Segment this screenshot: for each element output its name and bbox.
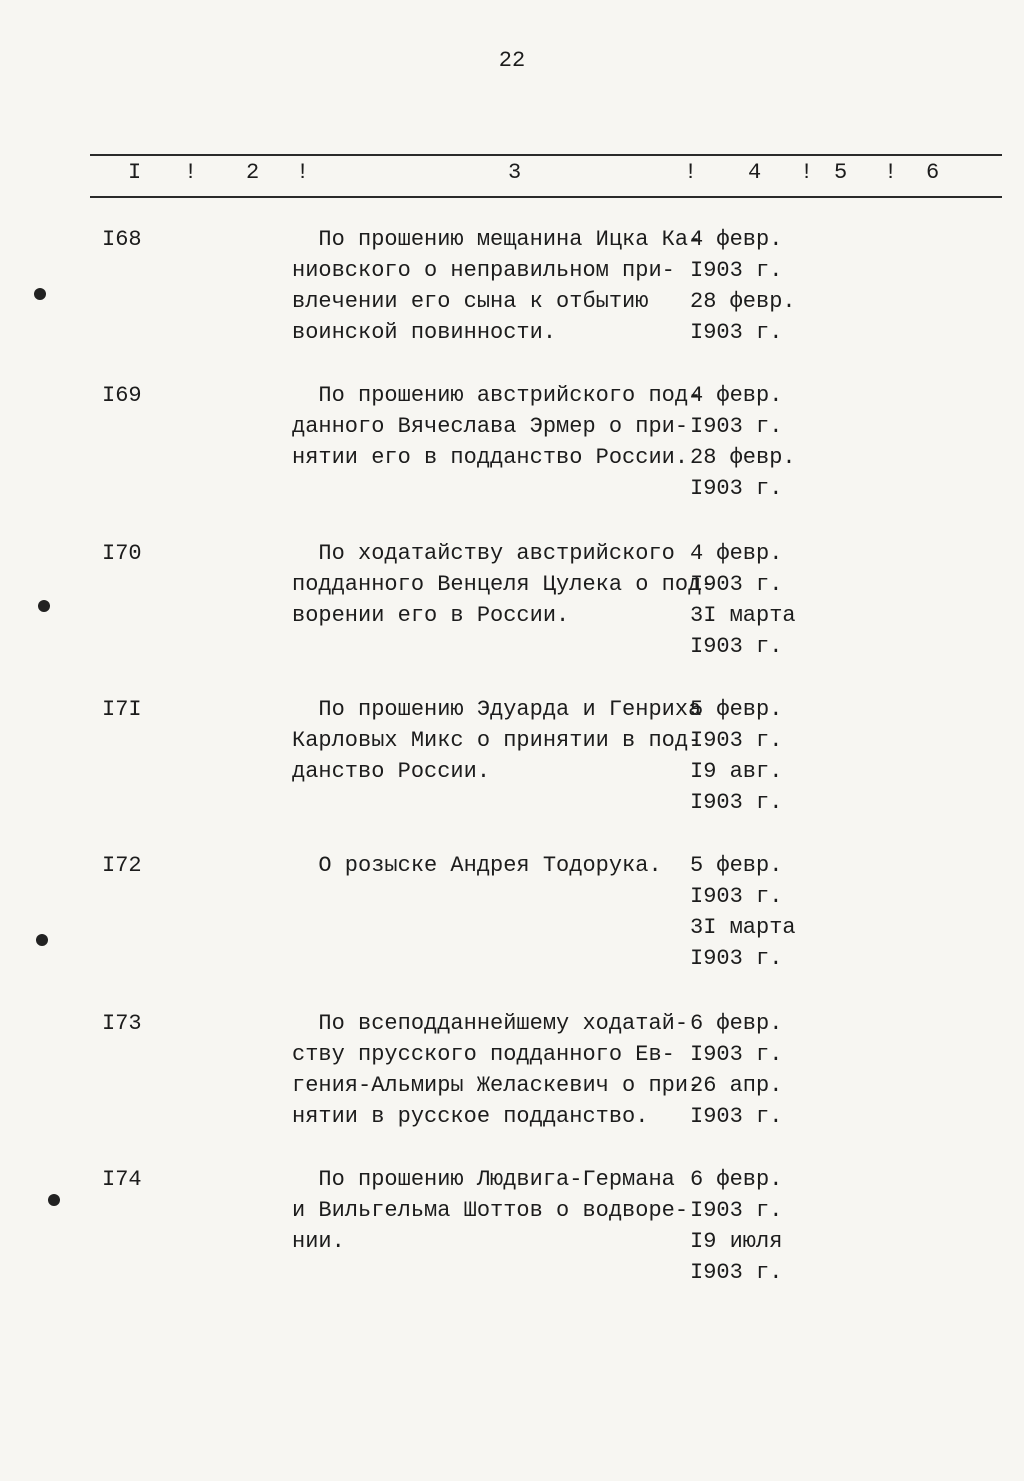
- date-line: I903 г.: [690, 572, 783, 597]
- header-col-4: 4: [748, 160, 762, 185]
- date-line: I903 г.: [690, 1260, 783, 1285]
- header-separator: !: [800, 160, 814, 185]
- record-description: [292, 850, 692, 881]
- header-col-1: I: [128, 160, 142, 185]
- header-separator: !: [684, 160, 698, 185]
- ink-blot: [48, 1194, 60, 1206]
- record-dates: [690, 538, 830, 662]
- description-line: данство России.: [292, 759, 491, 784]
- date-line: I903 г.: [690, 634, 783, 659]
- header-col-6: 6: [926, 160, 940, 185]
- date-line: I903 г.: [690, 258, 783, 283]
- date-line: 28 февр.: [690, 289, 796, 314]
- header-separator: !: [184, 160, 198, 185]
- description-line: нятии в русское подданство.: [292, 1104, 649, 1129]
- date-line: I903 г.: [690, 320, 783, 345]
- table-header: [90, 160, 1002, 190]
- date-line: I903 г.: [690, 1042, 783, 1067]
- record-dates: [690, 224, 830, 348]
- date-line: I903 г.: [690, 1198, 783, 1223]
- record-dates: [690, 694, 830, 818]
- record-description: [292, 1008, 702, 1132]
- ink-blot: [38, 600, 50, 612]
- description-line: воинской повинности.: [292, 320, 557, 345]
- record-number: I7I: [102, 697, 142, 722]
- date-line: I903 г.: [690, 946, 783, 971]
- description-line: По всеподданнейшему ходатай-: [292, 1011, 689, 1036]
- date-line: 3I марта: [690, 603, 796, 628]
- record-description: [292, 1164, 692, 1257]
- description-line: и Вильгельма Шоттов о водворе-: [292, 1198, 689, 1223]
- description-line: нии.: [292, 1229, 345, 1254]
- description-line: По прошению австрийского под-: [292, 383, 702, 408]
- date-line: 3I марта: [690, 915, 796, 940]
- header-col-5: 5: [834, 160, 848, 185]
- record-description: [292, 694, 702, 787]
- description-line: ниовского о неправильном при-: [292, 258, 675, 283]
- record-description: [292, 538, 715, 631]
- record-number: I70: [102, 541, 142, 566]
- description-line: О розыске Андрея Тодорука.: [292, 853, 662, 878]
- record-number: I69: [102, 383, 142, 408]
- description-line: гения-Альмиры Желаскевич о при-: [292, 1073, 702, 1098]
- record-dates: [690, 1008, 830, 1132]
- record-number: I68: [102, 227, 142, 252]
- table-top-rule: [90, 154, 1002, 156]
- date-line: 6 февр.: [690, 1011, 783, 1036]
- record-dates: [690, 380, 830, 504]
- date-line: I9 авг.: [690, 759, 783, 784]
- page-number: 22: [498, 48, 526, 73]
- date-line: I903 г.: [690, 476, 783, 501]
- record-description: [292, 380, 702, 473]
- date-line: 26 апр.: [690, 1073, 783, 1098]
- record-dates: [690, 850, 830, 974]
- record-number: I74: [102, 1167, 142, 1192]
- header-separator: !: [884, 160, 898, 185]
- date-line: I903 г.: [690, 728, 783, 753]
- date-line: 6 февр.: [690, 1167, 783, 1192]
- description-line: Карловых Микс о принятии в под-: [292, 728, 702, 753]
- ink-blot: [36, 934, 48, 946]
- header-col-2: 2: [246, 160, 260, 185]
- record-number: I73: [102, 1011, 142, 1036]
- date-line: 4 февр.: [690, 541, 783, 566]
- record-description: [292, 224, 702, 348]
- description-line: данного Вячеслава Эрмер о при-: [292, 414, 689, 439]
- table-header-rule: [90, 196, 1002, 198]
- description-line: По ходатайству австрийского: [292, 541, 675, 566]
- description-line: нятии его в подданство России.: [292, 445, 689, 470]
- date-line: 28 февр.: [690, 445, 796, 470]
- header-separator: !: [296, 160, 310, 185]
- header-col-3: 3: [508, 160, 522, 185]
- date-line: I903 г.: [690, 884, 783, 909]
- description-line: По прошению мещанина Ицка Ка-: [292, 227, 702, 252]
- description-line: ству прусского подданного Ев-: [292, 1042, 675, 1067]
- date-line: 4 февр.: [690, 383, 783, 408]
- description-line: влечении его сына к отбытию: [292, 289, 649, 314]
- description-line: подданного Венцеля Цулека о под-: [292, 572, 715, 597]
- date-line: I903 г.: [690, 790, 783, 815]
- date-line: I9 июля: [690, 1229, 783, 1254]
- ink-blot: [34, 288, 46, 300]
- description-line: По прошению Эдуарда и Генриха: [292, 697, 702, 722]
- record-number: I72: [102, 853, 142, 878]
- date-line: 4 февр.: [690, 227, 783, 252]
- record-dates: [690, 1164, 830, 1288]
- description-line: ворении его в России.: [292, 603, 570, 628]
- date-line: 5 февр.: [690, 853, 783, 878]
- date-line: I903 г.: [690, 1104, 783, 1129]
- date-line: I903 г.: [690, 414, 783, 439]
- description-line: По прошению Людвига-Германа: [292, 1167, 675, 1192]
- date-line: 5 февр.: [690, 697, 783, 722]
